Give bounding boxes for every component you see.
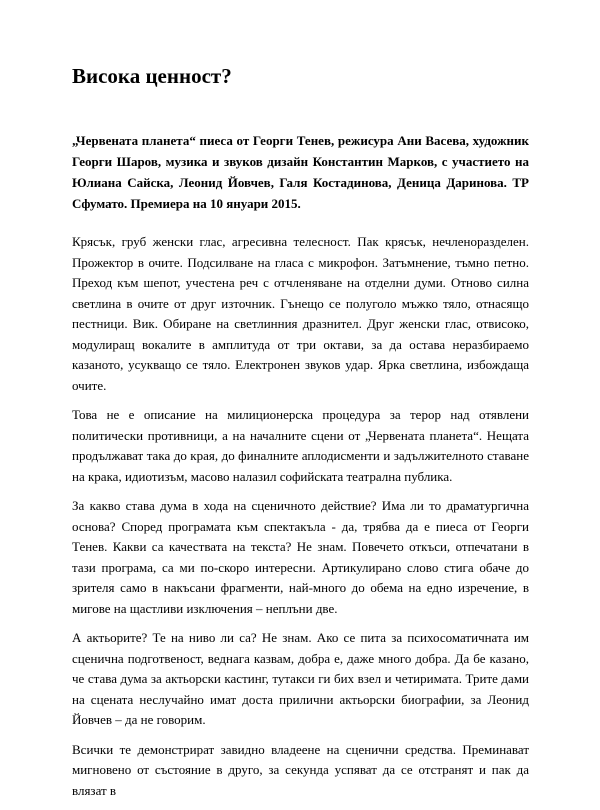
paragraph-4: А актьорите? Те на ниво ли са? Не знам. Ако се пита за психосоматичната им сценична подготвеност, веднага казвам, добра е, даже много добра. Да бе казано, че става дума за актьорски кастинг, тутакси ги бих взел и четиримата. Трите дами на сцената неслучайно имат доста прилични актьорски биографии, за Леонид Йовчев – да не говорим.: [72, 630, 529, 727]
production-credits: „Червената планета“ пиеса от Георги Тенев, режисура Ани Васева, художник Георги Шаров, музика и звуков дизайн Константин Марков, с участието на Юлиана Сайска, Леонид Йовчев, Галя Костадинова, Деница Даринова. ТР Сфумато. Премиера на 10 януари 2015.: [72, 133, 529, 211]
article-title: Висока ценност?: [72, 64, 232, 88]
paragraph-1: Крясък, груб женски глас, агресивна телесност. Пак крясък, нечленоразделен. Прожектор в очите. Подсилване на гласа с микрофон. Затъмнение, тъмно петно. Преход към шепот, учестена реч с отчленяване на отделни думи. Отново силна светлина в очите от друг източник. Гънещо се полуголо мъжко тяло, отнасящо пестници. Вик. Обиране на светлинния дразнител. Друг женски глас, отвисоко, модулиращ вокалите в амплитуда от три октави, за да остава неразбираемо казаното, усукващо се тяло. Електронен звуков удар. Ярка светлина, избождаща очите.: [72, 234, 529, 393]
paragraph-5: Всички те демонстрират завидно владеене на сценични средства. Преминават мигновено от състояние в друго, за секунда успяват да се отстранят и пак да влязат в: [72, 741, 529, 798]
article-body: [72, 232, 529, 810]
paragraph-2: Това не е описание на милиционерска процедура за терор над отявлени политически противници, а на началните сцени от „Червената планета“. Нещата продължават така до края, до финалните аплодисменти и задължителното ставане на крака, идиотизъм, масово налазил софийската театрална публика.: [72, 407, 529, 484]
paragraph-3: За какво става дума в хода на сценичното действие? Има ли то драматургична основа? Според програмата към спектакъла - да, трябва да е пиеса от Георги Тенев. Какви са качествата на текста? Не знам. Повечето откъси, отпечатани в тази програма, са ми по-скоро интересни. Артикулирано слово стига обаче до зрителя само в накъсани фрагменти, най-много до обема на едно изречение, в мигове на щастливи изключения – неплъни две.: [72, 498, 529, 616]
